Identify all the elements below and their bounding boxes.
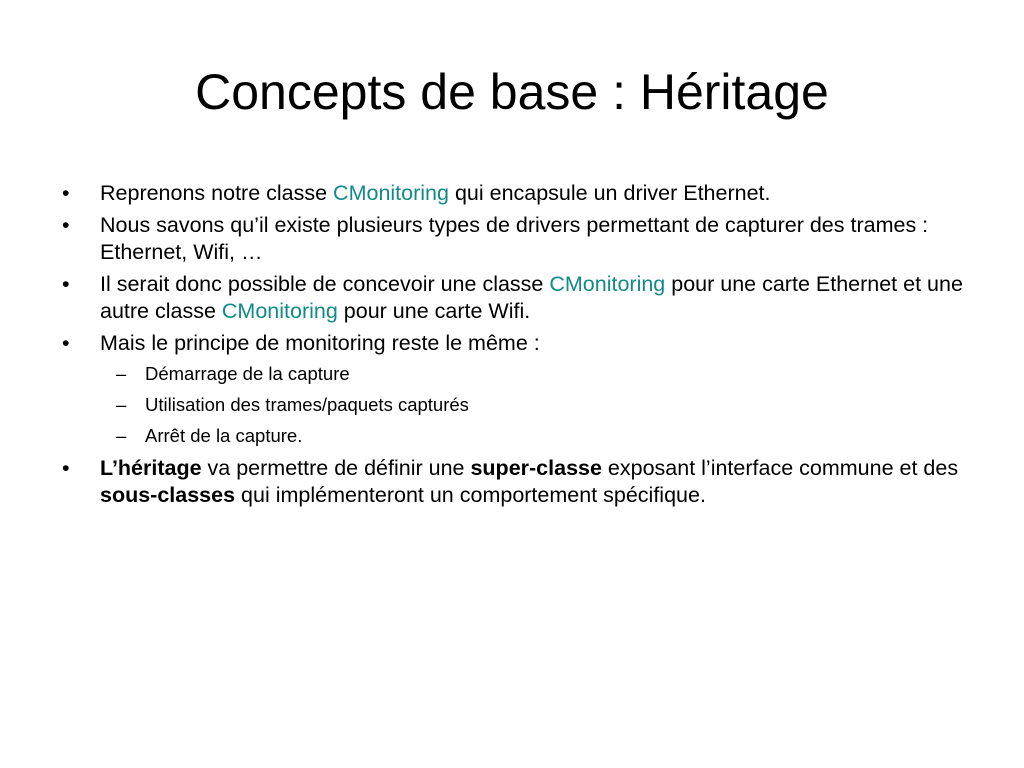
bullet-item	[58, 271, 978, 325]
bullet-text	[100, 272, 963, 323]
dash-icon: –	[116, 394, 127, 415]
bullet-text	[100, 181, 770, 205]
sub-item-text: Démarrage de la capture	[145, 363, 350, 384]
bullet-icon: •	[62, 272, 70, 296]
dash-icon: –	[116, 363, 127, 384]
dash-icon: –	[116, 425, 127, 446]
sub-item	[58, 362, 978, 386]
bullet-text	[100, 213, 928, 264]
sub-item-text: Utilisation des trames/paquets capturés	[145, 394, 469, 415]
text-segment: pour une carte Ethernet et une autre classe	[100, 272, 963, 323]
text-segment: va permettre de définir une	[201, 456, 471, 480]
text-segment: pour une carte Wifi.	[337, 299, 531, 323]
text-segment: Il serait donc possible de concevoir une classe	[100, 272, 550, 296]
bullet-icon: •	[62, 331, 70, 355]
class-name-highlight: CMonitoring	[549, 272, 666, 296]
bullet-item	[58, 212, 978, 266]
bullet-item	[58, 330, 978, 357]
sub-item-text: Arrêt de la capture.	[145, 425, 303, 446]
bullet-icon: •	[62, 456, 70, 480]
text-segment: Reprenons notre classe	[100, 181, 334, 205]
text-segment: qui implémenteront un comportement spécifique.	[235, 483, 706, 507]
sub-item	[58, 393, 978, 417]
text-segment: Nous savons qu’il existe plusieurs types de drivers permettant de capturer des trames : Ethernet, Wifi, …	[100, 213, 929, 264]
bullet-text	[100, 331, 540, 355]
bullet-text	[100, 456, 958, 507]
bold-term: sous-classes	[100, 483, 236, 507]
text-segment: Mais le principe de monitoring reste le même :	[100, 331, 540, 355]
slide-content	[58, 180, 978, 514]
bold-term: L’héritage	[100, 456, 202, 480]
sub-item	[58, 424, 978, 448]
class-name-highlight: CMonitoring	[221, 299, 338, 323]
bullet-icon: •	[62, 181, 70, 205]
bold-term: super-classe	[470, 456, 602, 480]
bullet-item	[58, 180, 978, 207]
class-name-highlight: CMonitoring	[333, 181, 449, 205]
bullet-item	[58, 455, 978, 509]
slide-title: Concepts de base : Héritage	[195, 64, 829, 120]
sub-list	[58, 362, 978, 448]
text-segment: qui encapsule un driver Ethernet.	[448, 181, 771, 205]
bullet-icon: •	[62, 213, 70, 237]
text-segment: exposant l’interface commune et des	[601, 456, 959, 480]
